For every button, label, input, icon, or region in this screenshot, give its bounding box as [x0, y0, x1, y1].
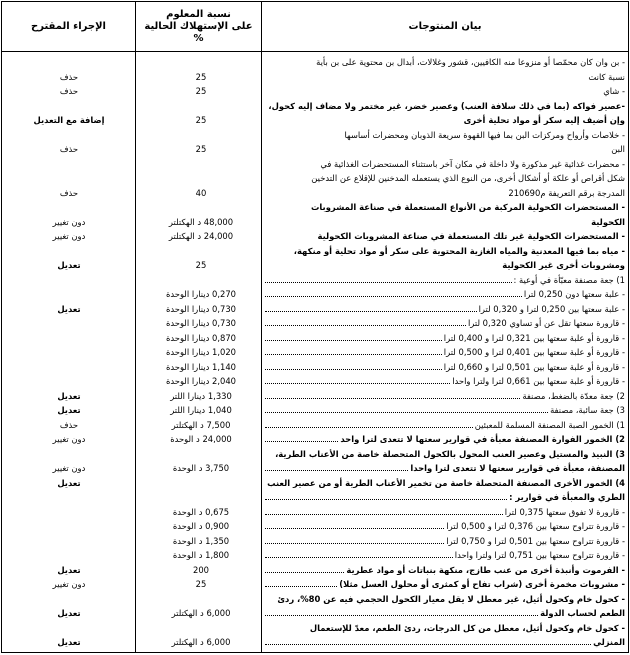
header-rate-line2: على الإستهلاك الحالية — [144, 20, 253, 32]
product-text-content: الطري والمعبأة في قوارير : — [509, 492, 625, 502]
product-text: 4) الخمور الأخرى المصنفة المتحصلة خاصة من تخمير الأعناب الطرية أو من عصير العنب — [267, 477, 625, 488]
rate-value: 6,000 د الهكتلتر — [171, 608, 231, 618]
proposed-action: حذف — [59, 71, 79, 82]
product-text: نسبة كانت — [588, 71, 625, 82]
dot-leader — [265, 506, 503, 515]
rate-value: 24,000 د الوحدة — [170, 434, 232, 444]
product-text: - خلاصات وأرواح ومركزات البن بما فيها القهوة سريعة الذوبان ومحضرات أساسها — [344, 129, 625, 140]
tariff-table — [1, 1, 629, 653]
dot-leader — [265, 549, 453, 558]
product-text: وإن أضيف إليه سكر أو مواد تحلية أخرى — [463, 115, 625, 125]
product-text — [265, 404, 625, 416]
proposed-action: تعديل — [57, 637, 81, 647]
product-text: - بن وان كان محمّصا أو منزوعا منه الكافيين، قشور وغلالات، أبدال بن محتوية على بن بأية — [316, 57, 625, 67]
product-text — [265, 535, 625, 547]
product-text-content: 1) الخمور الصبة المصنفة المسلمة للمعبئين — [474, 419, 625, 430]
product-text — [265, 303, 625, 315]
product-text — [265, 332, 625, 344]
rate-value: 0,730 دينارا الوحدة — [166, 318, 236, 328]
rate-value: 0,900 د الوحدة — [172, 521, 230, 531]
proposed-action: تعديل — [57, 608, 81, 618]
product-text — [265, 274, 625, 286]
rate-value: 2,040 دينارا الوحدة — [166, 376, 236, 386]
dot-leader — [265, 346, 442, 355]
dot-leader — [265, 462, 408, 471]
rate-value: 1,140 دينارا الوحدة — [166, 361, 236, 372]
product-text: شكل أقراص أو علكة أو أشكال أخرى، من النوع الذي يستعمله المدخنين للإقلاع عن التدخين — [311, 173, 625, 183]
product-text — [265, 419, 625, 431]
product-text-content: - قارورة أو علبة سعتها بين 0,661 لترا ولترا واحدا — [452, 376, 625, 386]
product-text-content: - قارورة أو علبة سعتها بين 0,401 لترا و 0,500 لترا — [443, 347, 625, 357]
column-separator — [261, 2, 262, 652]
dot-leader — [265, 332, 442, 341]
header-rate — [136, 2, 261, 51]
proposed-action: إضافة مع التعديل — [33, 115, 105, 125]
product-text — [265, 520, 625, 532]
product-text — [265, 506, 625, 518]
header-rate-line1: نسبة المعلوم — [166, 8, 231, 20]
product-text: - شاي — [603, 86, 625, 96]
rate-value: 1,350 د الوحدة — [172, 535, 230, 546]
dot-leader — [265, 390, 520, 399]
product-text-content: 3) جعة سائبة، مصنفة — [550, 405, 625, 415]
dot-leader — [265, 433, 338, 442]
product-text — [265, 346, 625, 358]
product-text-content: المنزلي — [593, 637, 625, 647]
rate-value: 24,000 د الهكتلتر — [168, 231, 234, 241]
product-text — [265, 549, 625, 561]
rate-value: 25 — [195, 260, 207, 270]
header-action — [2, 2, 135, 51]
product-text — [265, 433, 625, 445]
product-text — [265, 317, 625, 329]
proposed-action: تعديل — [57, 564, 81, 575]
product-text — [265, 491, 625, 503]
proposed-action: دون تغيير — [52, 579, 86, 589]
dot-leader — [265, 578, 337, 587]
product-text: - مياه بما فيها المعدنية والمياه الغازية المحتوية على سكر أو مواد تحلية أو منكهة، — [293, 245, 625, 256]
proposed-action: حذف — [59, 86, 79, 96]
rate-value: 0,675 د الوحدة — [172, 506, 230, 517]
product-text — [265, 578, 625, 590]
product-text-content: المصنفة، معبأة في قوارير سعتها لا تتعدى لترا واحدا — [410, 463, 625, 473]
product-text: - المستحضرات الكحولية غير تلك المستعملة في صناعة المشروبات الكحولية — [317, 231, 625, 241]
proposed-action: تعديل — [57, 390, 81, 401]
proposed-action: حذف — [59, 144, 79, 154]
dot-leader — [265, 564, 344, 573]
product-text-content: الطعم لحساب الدولة — [540, 608, 625, 618]
dot-leader — [265, 491, 507, 500]
header-products-label: بيان المنتوجات — [408, 20, 482, 32]
proposed-action: حذف — [59, 419, 79, 430]
product-text-content: 1) جعة مصنفة معبّأة في أوعية : — [513, 274, 625, 285]
rate-value: 6,000 د الهكتلتر — [171, 637, 231, 647]
dot-leader — [265, 520, 444, 529]
proposed-action: تعديل — [57, 477, 81, 488]
product-text — [265, 636, 625, 648]
rate-value: 1,330 دينارا اللتر — [170, 390, 232, 401]
product-text — [265, 375, 625, 387]
dot-leader — [265, 317, 466, 326]
dot-leader — [265, 636, 591, 645]
product-text-content: 2) جعة معدّة بالضغط، مصنفة — [522, 390, 625, 401]
rate-value: 7,500 د الهكتلتر — [171, 419, 231, 430]
rate-value: 25 — [195, 144, 207, 154]
rate-value: 25 — [195, 579, 207, 589]
rate-value: 0,870 دينارا الوحدة — [166, 332, 236, 343]
dot-leader — [265, 404, 548, 413]
dot-leader — [265, 288, 522, 297]
header-rate-line3: % — [193, 32, 204, 44]
product-text-content: 2) الخمور الفوارة المصنفة معبأة في قوارير سعتها لا تتعدى لترا واحد — [340, 434, 625, 444]
product-text — [265, 288, 625, 300]
proposed-action: دون تغيير — [52, 231, 86, 241]
rate-value: 3,750 د الوحدة — [172, 463, 230, 473]
product-text — [265, 361, 625, 373]
product-text-content: - قارورة سعتها تقل عن أو تساوي 0,320 لترا — [467, 318, 625, 328]
product-text — [265, 564, 625, 576]
product-text-content: - علبة سعتها بين 0,250 لترا و 0,320 لترا — [478, 303, 625, 314]
rate-value: 200 — [193, 564, 209, 575]
product-text-content: - قارورة أو علبة سعتها بين 0,321 لترا و 0,400 لترا — [443, 332, 625, 343]
header-action-label: الإجراء المقترح — [31, 20, 106, 32]
product-text — [265, 390, 625, 402]
proposed-action: تعديل — [57, 405, 81, 415]
product-text-content: - علبة سعتها دون 0,250 لترا — [523, 289, 625, 299]
product-text: الكحولية — [591, 216, 625, 227]
product-text — [265, 462, 625, 474]
header-separator — [2, 51, 628, 52]
product-text: 3) النبيذ والمستيل وعصير العنب المحول بالكحول المتحصلة خاصة من الأعناب الطرية، — [275, 448, 625, 459]
product-text-content: - قارورة أو علبة سعتها بين 0,501 لترا و 0,660 لترا — [443, 361, 625, 372]
dot-leader — [265, 375, 450, 384]
dot-leader — [265, 361, 442, 370]
proposed-action: دون تغيير — [52, 463, 86, 473]
column-separator — [135, 2, 136, 652]
proposed-action: تعديل — [57, 260, 81, 270]
rate-value: 25 — [195, 86, 207, 96]
product-text: - كحول خام وكحول أثيل، غير معطل لا يقل معيار الكحول الحجمي فيه عن 80%، ردئ — [277, 593, 625, 604]
product-text: - كحول خام وكحول أثيل، معطل من كل الدرجات، ردئ الطعم، معدّ للإستعمال — [309, 622, 625, 633]
product-text-content: - قارورة تتراوح سعتها بين 0,751 لترا ولترا واحدا — [454, 550, 625, 560]
rate-value: 40 — [195, 187, 207, 198]
rate-value: 25 — [195, 71, 207, 82]
rate-value: 1,800 د الوحدة — [172, 550, 230, 560]
rate-value: 1,040 دينارا اللتر — [170, 405, 232, 415]
dot-leader — [265, 274, 512, 283]
rate-value: 25 — [195, 115, 207, 125]
product-text-content: - قارورة لا تفوق سعتها 0,375 لترا — [504, 506, 625, 517]
product-text-content: - الفرموت وأنبذة أخرى من عنب طازج، منكهة بنباتات أو مواد عطرية — [346, 564, 625, 575]
product-text: المدرجة برقم التعريفة م210690 — [508, 187, 625, 198]
product-text: -عصير فواكه (بما في ذلك سلافة العنب) وعصير خضر، غير مختمر ولا مضاف إليه كحول، — [268, 100, 625, 111]
product-text: ومشروبات أخرى غير الكحولية — [502, 260, 625, 270]
proposed-action: حذف — [59, 187, 79, 198]
proposed-action: دون تغيير — [52, 434, 86, 444]
rate-value: 1,020 دينارا الوحدة — [166, 347, 236, 357]
header-products — [262, 2, 628, 51]
product-text: البن — [611, 144, 625, 154]
product-text-content: - مشروبات مخمرة أخرى (شراب تفاح أو كمثرى أو محلول العسل مثلا) — [339, 579, 625, 589]
dot-leader — [265, 419, 473, 428]
dot-leader — [265, 607, 538, 616]
rate-value: 0,730 دينارا الوحدة — [166, 303, 236, 314]
proposed-action: تعديل — [57, 303, 81, 314]
rate-value: 48,000 د الهكتلتر — [168, 216, 234, 227]
dot-leader — [265, 535, 444, 544]
product-text-content: - قارورة تتراوح سعتها بين 0,501 لترا و 0,750 لترا — [446, 535, 625, 546]
product-text: - المستحضرات الكحولية المركبة من الأنواع المستعملة في صناعة المشروبات — [310, 202, 625, 212]
dot-leader — [265, 303, 477, 312]
product-text: - محضرات غذائية غير مذكورة ولا داخلة في مكان آخر باستثناء المستحضرات الغذائية في — [320, 158, 625, 169]
proposed-action: دون تغيير — [52, 216, 86, 227]
rate-value: 0,270 دينارا الوحدة — [166, 289, 236, 299]
product-text — [265, 607, 625, 619]
product-text-content: - قارورة تتراوح سعتها بين 0,376 لترا و 0,500 لترا — [446, 521, 625, 531]
